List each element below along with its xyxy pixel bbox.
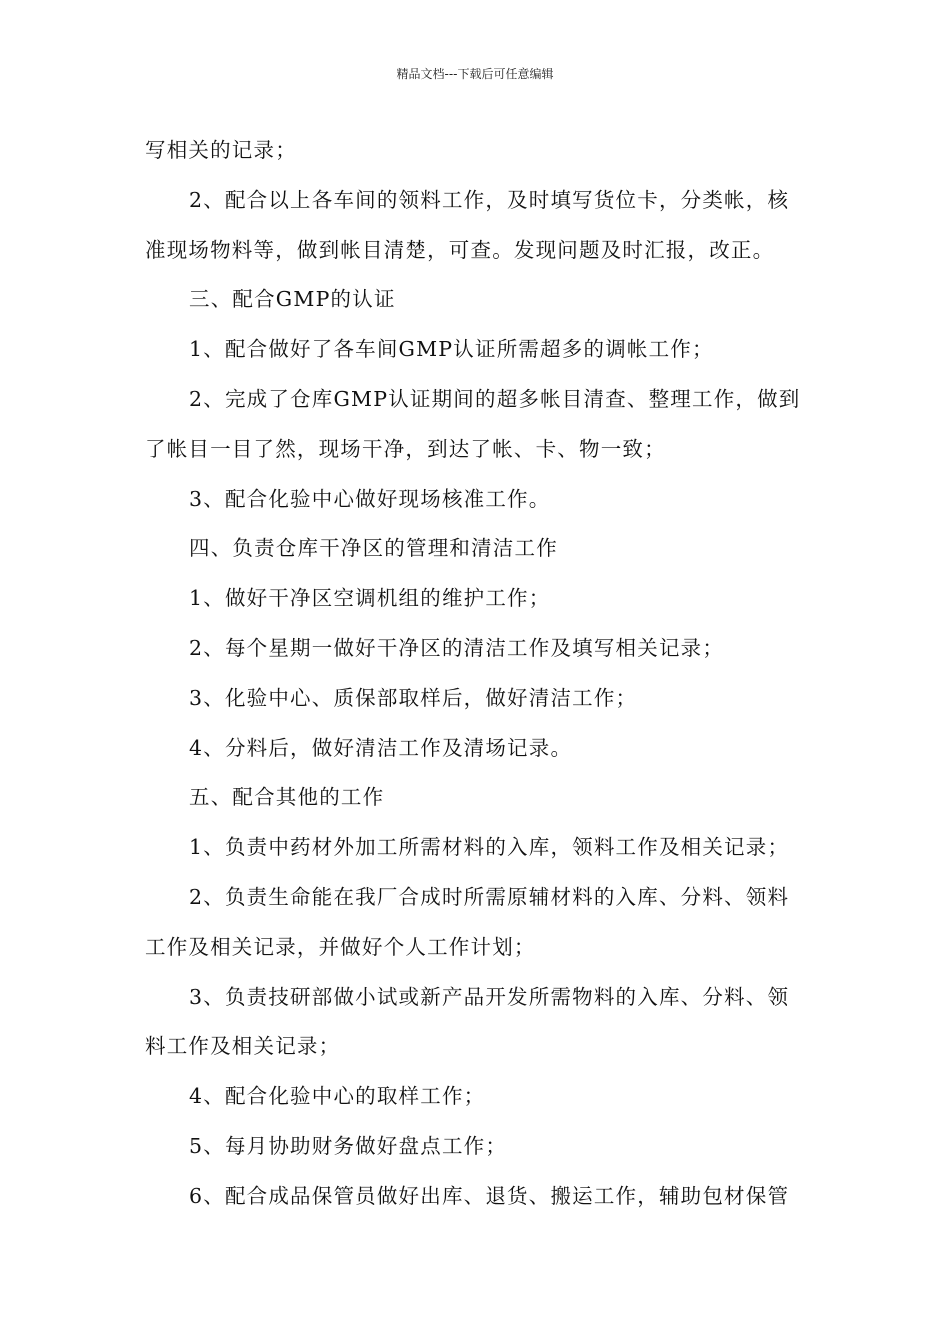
text-line: 4、分料后，做好清洁工作及清场记录。	[189, 735, 573, 760]
text-line: 了帐目一目了然，现场干净，到达了帐、卡、物一致；	[145, 436, 666, 461]
text-line: 1、配合做好了各车间GMP认证所需超多的调帐工作；	[189, 337, 714, 362]
text-line: 准现场物料等，做到帐目清楚，可查。发现问题及时汇报，改正。	[145, 237, 775, 262]
text-line: 3、配合化验中心做好现场核准工作。	[189, 486, 551, 511]
text-line: 三、配合GMP的认证	[189, 287, 396, 312]
page-header: 精品文档---下载后可任意编辑	[396, 67, 554, 81]
text-line: 2、配合以上各车间的领料工作，及时填写货位卡，分类帐，核	[189, 187, 790, 212]
text-line: 3、化验中心、质保部取样后，做好清洁工作；	[189, 685, 638, 710]
text-line: 工作及相关记录，并做好个人工作计划；	[145, 934, 536, 959]
text-line: 5、每月协助财务做好盘点工作；	[189, 1133, 508, 1158]
text-line: 四、负责仓库干净区的管理和清洁工作	[189, 536, 558, 561]
text-line: 料工作及相关记录；	[145, 1034, 341, 1059]
text-line: 1、负责中药材外加工所需材料的入库，领料工作及相关记录；	[189, 835, 790, 860]
text-line: 2、负责生命能在我厂合成时所需原辅材料的入库、分料、领料	[189, 884, 790, 909]
document-body	[145, 126, 810, 1222]
text-line: 五、配合其他的工作	[189, 785, 385, 810]
text-line: 6、配合成品保管员做好出库、退货、搬运工作，辅助包材保管	[189, 1183, 790, 1208]
text-line: 4、配合化验中心的取样工作；	[189, 1084, 486, 1109]
text-line: 1、做好干净区空调机组的维护工作；	[189, 586, 551, 611]
text-line: 2、每个星期一做好干净区的清洁工作及填写相关记录；	[189, 635, 725, 660]
text-line: 写相关的记录；	[145, 138, 297, 162]
text-line: 3、负责技研部做小试或新产品开发所需物料的入库、分料、领	[189, 984, 790, 1009]
text-line: 2、完成了仓库GMP认证期间的超多帐目清查、整理工作，做到	[189, 386, 801, 411]
